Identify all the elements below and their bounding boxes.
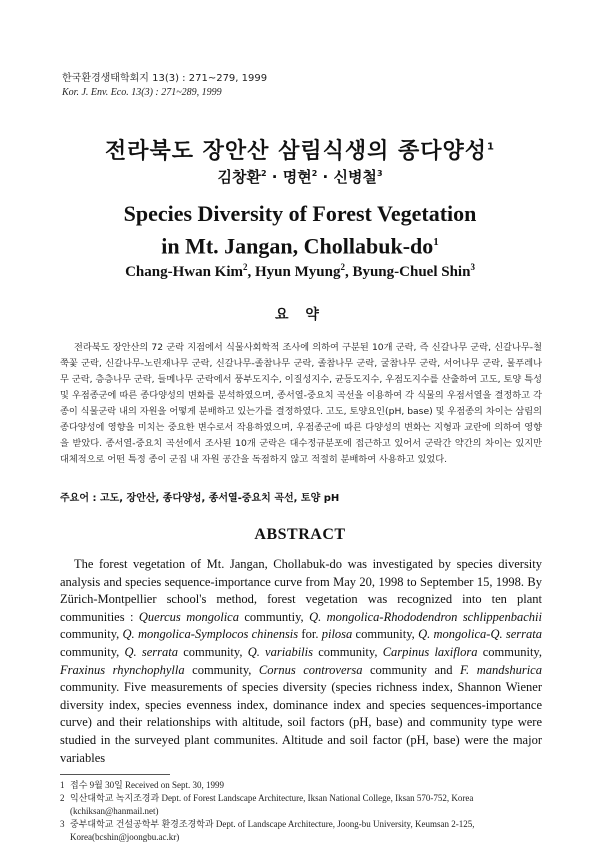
footnote-2: [60, 792, 542, 818]
english-title: [0, 200, 600, 260]
species-name: Fraxinus rhynchophylla: [60, 662, 185, 677]
footnote-3: [60, 818, 542, 844]
korean-title-footnote-mark: 1: [487, 141, 495, 153]
abstract-text: The forest vegetation of Mt. Jangan, Chollabuk-do was investigated by species diversity analysis and species sequence-importance curve from May 20, 1998 to September 15, 1998. By Zürich-Montpellier school's method, forest vegetation was recognized into ten plant communities :: [60, 557, 542, 624]
abstract-text: community,: [477, 644, 542, 659]
english-title-line-1: Species Diversity of Forest Vegetation: [123, 201, 477, 226]
abstract-text: community,: [312, 644, 383, 659]
species-name: Q. mongolica-Rhododendron schlippenbachii: [309, 609, 542, 624]
english-authors: Chang-Hwan Kim$^2$, Hyun Myung$^2$, Byung-Chuel Shin$^3$: [125, 262, 475, 280]
footnote-text: 익산대학교 녹지조경과 Dept. of Forest Landscape Architecture, Iksan National College, Iksan 570-752, Korea (kchiksan@hanmail.net): [70, 793, 474, 816]
abstract-text: community,: [352, 627, 419, 642]
english-title-line-2-text: in Mt. Jangan, Chollabuk-do: [161, 233, 434, 259]
korean-title-text: 전라북도 장안산 삼림식생의 종다양성: [105, 139, 488, 164]
keywords: 주요어 : 고도, 장안산, 종다양성, 종서열-중요치 곡선, 토양 pH: [60, 493, 340, 504]
journal-citation-korean: 한국환경생태학회지 13(3) : 271~279, 1999: [62, 73, 268, 84]
species-name: Q. mongolica-Symplocos chinensis: [122, 627, 299, 642]
english-author-1-mark: 2: [243, 262, 248, 272]
abstract-text: community,: [177, 644, 248, 659]
abstract-text: community and: [362, 662, 461, 677]
species-name: F. mandshurica: [460, 662, 542, 677]
abstract-heading: ABSTRACT: [254, 526, 346, 543]
english-title-footnote-mark: 1: [433, 236, 439, 248]
species-name: pilosa: [321, 627, 353, 642]
species-name: Cornus controversa: [258, 662, 363, 677]
footnote-number: 1: [60, 780, 65, 790]
species-name: Q. serrata: [124, 644, 178, 659]
korean-title: [0, 134, 600, 165]
korean-abstract: 전라북도 장안산의 72 군락 지점에서 식물사회학적 조사에 의하여 구분된 10개 군락, 즉 신갈나무 군락, 신갈나무-철쭉꽃 군락, 신갈나무-노린재나무 군락, 신갈나무-졸참나무 군락, 졸참나무 군락, 굴참나무 군락, 서어나무 군락, 물푸레나무 군락, 층층나무 군락, 들메나무 군락에서 풍부도지수, 이질성지수, 균등도지수, 우점도지수를 산출하여 고도, 토양 특성 및 우점종군에 따른 종다양성의 변화를 분석하였으며, 종서열-중요치 곡선을 이용하여 각 식물의 우점서열을 결정하고 각 종이 식물군락 내의 자원을 어떻게 분배하고 있는가를 결정하였다. 고도, 토양요인(pH, base) 및 우점종의 차이는 삼림의 종다양성에 영향을 미치는 중요한 변수로서 작용하였으며, 우점종군에 따른 다양성의 변화는 지형과 교란에 의하여 영향을 받았다. 종서열-중요치 곡선에서 조사된 10개 군락은 대수정규분포에 접근하고 있어서 군락간 약간의 차이는 있지만 대체적으로 어떤 특정 종이 군집 내 자원 공간을 독점하지 않고 적절히 분배하여 사용하고 있었다.: [60, 342, 542, 465]
footnote-number: 2: [60, 793, 65, 803]
journal-citation-english: Kor. J. Env. Eco. 13(3) : 271~289, 1999: [62, 87, 222, 98]
english-author-1: Chang-Hwan Kim: [125, 264, 243, 280]
species-name: Quercus mongolica: [138, 609, 239, 624]
korean-author-2: 명현: [282, 168, 312, 186]
abstract-text: community,: [60, 644, 125, 659]
species-name: Carpinus laxiflora: [382, 644, 478, 659]
korean-summary-heading: 요 약: [275, 307, 325, 323]
abstract-text: community. Five measurements of species diversity (species richness index, Shannon Wiener diversity index, species evenness index, dominance index and species sequences-importance curve) and their relationships with altitude, soil factors (pH, base) and community type were studied in the surveyed plant communites. Altitude and soil factor (pH, base) were the major variables: [60, 680, 542, 765]
english-title-line-2: [0, 228, 600, 260]
abstract-text: for.: [298, 627, 322, 642]
footnote-text: 중부대학교 건설공학부 환경조경학과 Dept. of Landscape Architecture, Joong-bu University, Keumsan 2-125, Korea(bcshin@joongbu.ac.kr): [70, 819, 475, 842]
author-separator: ·: [322, 168, 329, 186]
english-abstract: [60, 556, 542, 767]
journal-header: [62, 72, 267, 100]
footnotes: [60, 779, 542, 844]
abstract-text: community,: [60, 627, 123, 642]
korean-author-2-mark: 2: [311, 169, 318, 178]
footnote-number: 3: [60, 819, 65, 829]
english-author-2-mark: 2: [340, 262, 345, 272]
korean-author-1: 김창환: [217, 168, 261, 186]
english-author-2: Hyun Myung: [255, 264, 341, 280]
english-author-3: Byung-Chuel Shin: [352, 264, 471, 280]
korean-author-3: 신병철: [333, 168, 377, 186]
english-author-3-mark: 3: [470, 262, 475, 272]
abstract-text: community,: [184, 662, 259, 677]
korean-authors: [0, 166, 600, 187]
footnote-text: 접수 9월 30일 Received on Sept. 30, 1999: [70, 780, 225, 790]
korean-author-3-mark: 3: [376, 169, 383, 178]
species-name: Q. variabilis: [247, 644, 313, 659]
abstract-text: communtiy,: [238, 609, 310, 624]
footnote-rule: [60, 774, 170, 775]
footnote-1: [60, 779, 542, 792]
species-name: Q. mongolica-Q. serrata: [418, 627, 542, 642]
author-separator: ·: [271, 168, 278, 186]
korean-author-1-mark: 2: [260, 169, 267, 178]
